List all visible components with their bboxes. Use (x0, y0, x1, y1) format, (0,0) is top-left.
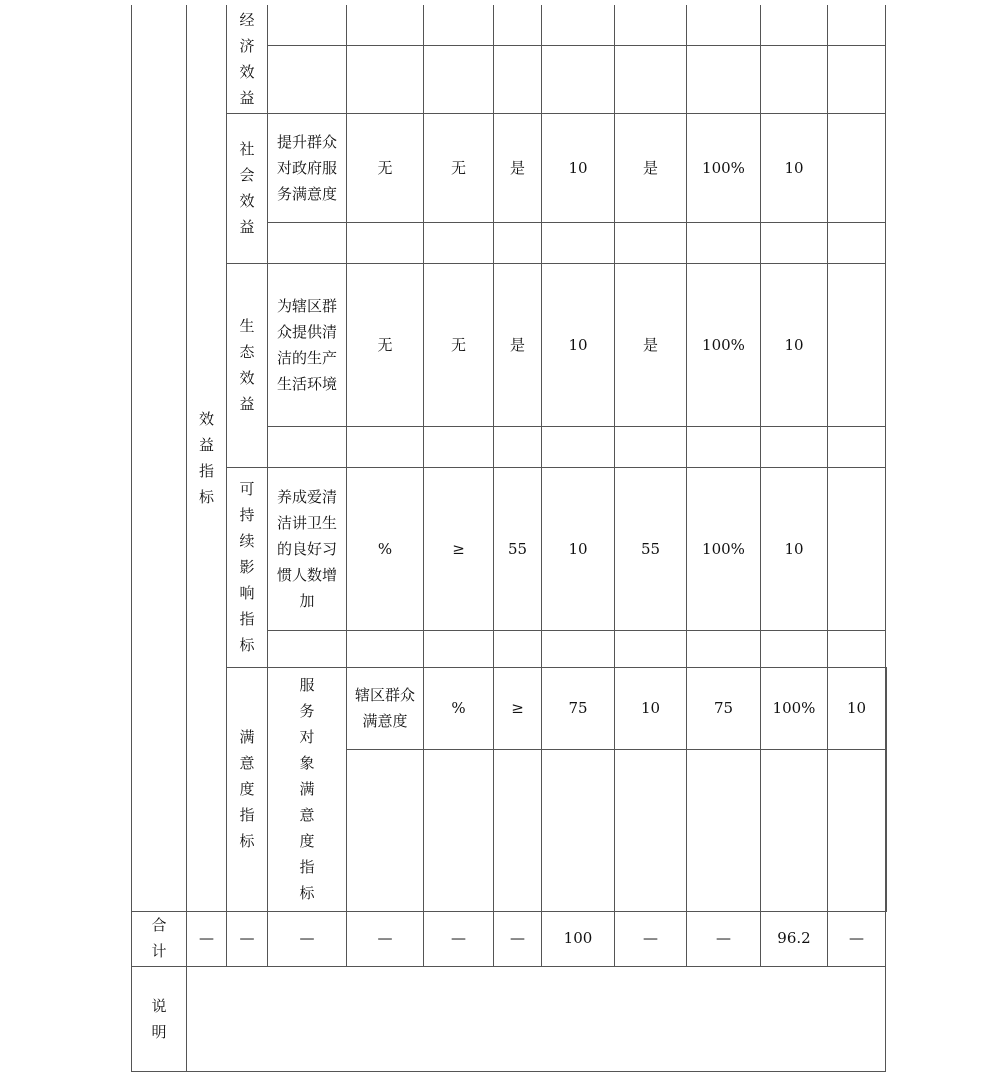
benefit-indicator-label: 效益指标 (198, 409, 214, 506)
total-dash: — (347, 911, 424, 966)
ecological-benefit-label: 生态效益 (239, 317, 255, 413)
indicator-text: 提升群众对政府服务满意度 (277, 132, 338, 203)
first-level-empty-cell (132, 5, 187, 911)
sustainable-impact-cell (227, 467, 268, 667)
score-total-cell: 96.2 (761, 911, 828, 966)
total-dash: — (227, 911, 268, 966)
sustainable-impact-label: 可持续影响指标 (239, 480, 255, 654)
indicator-text: 为辖区群众提供清洁的生产生活环境 (277, 296, 338, 393)
total-dash: — (615, 911, 687, 966)
total-label: 合计 (151, 916, 167, 961)
indicator-text: 养成爱清洁讲卫生的良好习惯人数增加 (277, 487, 338, 610)
note-cell (886, 667, 887, 749)
operator-cell: 无 (424, 113, 494, 222)
total-table (131, 911, 886, 1072)
total-label-cell (132, 911, 187, 966)
table-row (132, 113, 887, 222)
table-row (132, 467, 887, 630)
note-cell (828, 263, 886, 426)
table-row (132, 263, 887, 426)
target-cell: 是 (494, 113, 542, 222)
score-cell: 10 (761, 467, 828, 630)
remark-row (132, 966, 886, 1071)
service-satisfaction-label: 服务对象满意度指标 (299, 676, 315, 902)
total-dash: — (187, 911, 227, 966)
total-dash: — (687, 911, 761, 966)
economic-benefit-label: 经济效益 (239, 10, 255, 107)
actual-cell: 是 (615, 263, 687, 426)
performance-table (131, 5, 887, 912)
indicator-cell (347, 667, 424, 749)
weight-cell: 10 (542, 467, 615, 630)
operator-cell: ≥ (494, 667, 542, 749)
economic-benefit-cell (227, 5, 268, 113)
service-satisfaction-cell (268, 667, 347, 911)
benefit-indicator-cell (187, 5, 227, 911)
unit-cell: % (347, 467, 424, 630)
total-dash: — (424, 911, 494, 966)
note-cell (828, 113, 886, 222)
social-benefit-cell (227, 113, 268, 263)
remark-label: 说明 (151, 996, 167, 1041)
weight-cell: 10 (615, 667, 687, 749)
indicator-cell (268, 467, 347, 630)
rate-cell: 100% (687, 113, 761, 222)
ecological-benefit-cell (227, 263, 268, 467)
score-cell: 10 (761, 113, 828, 222)
indicator-cell (268, 263, 347, 426)
remark-label-cell (132, 966, 187, 1071)
actual-cell: 是 (615, 113, 687, 222)
target-cell: 55 (494, 467, 542, 630)
weight-cell: 10 (542, 263, 615, 426)
table-row (132, 667, 887, 749)
score-cell: 10 (828, 667, 886, 749)
score-cell: 10 (761, 263, 828, 426)
total-row (132, 911, 886, 966)
actual-cell: 55 (615, 467, 687, 630)
indicator-cell (268, 113, 347, 222)
satisfaction-indicator-cell (227, 667, 268, 911)
satisfaction-indicator-label: 满意度指标 (239, 728, 255, 850)
note-cell (828, 467, 886, 630)
weight-cell: 10 (542, 113, 615, 222)
actual-cell: 75 (687, 667, 761, 749)
total-dash: — (828, 911, 886, 966)
total-dash: — (494, 911, 542, 966)
social-benefit-label: 社会效益 (239, 140, 255, 236)
target-cell: 是 (494, 263, 542, 426)
operator-cell: 无 (424, 263, 494, 426)
rate-cell: 100% (687, 467, 761, 630)
operator-cell: ≥ (424, 467, 494, 630)
weight-total-cell: 100 (542, 911, 615, 966)
indicator-text: 辖区群众满意度 (355, 686, 416, 730)
unit-cell: 无 (347, 113, 424, 222)
remark-content-cell (187, 966, 886, 1071)
target-cell: 75 (542, 667, 615, 749)
total-dash: — (268, 911, 347, 966)
unit-cell: 无 (347, 263, 424, 426)
rate-cell: 100% (687, 263, 761, 426)
rate-cell: 100% (761, 667, 828, 749)
unit-cell: % (424, 667, 494, 749)
